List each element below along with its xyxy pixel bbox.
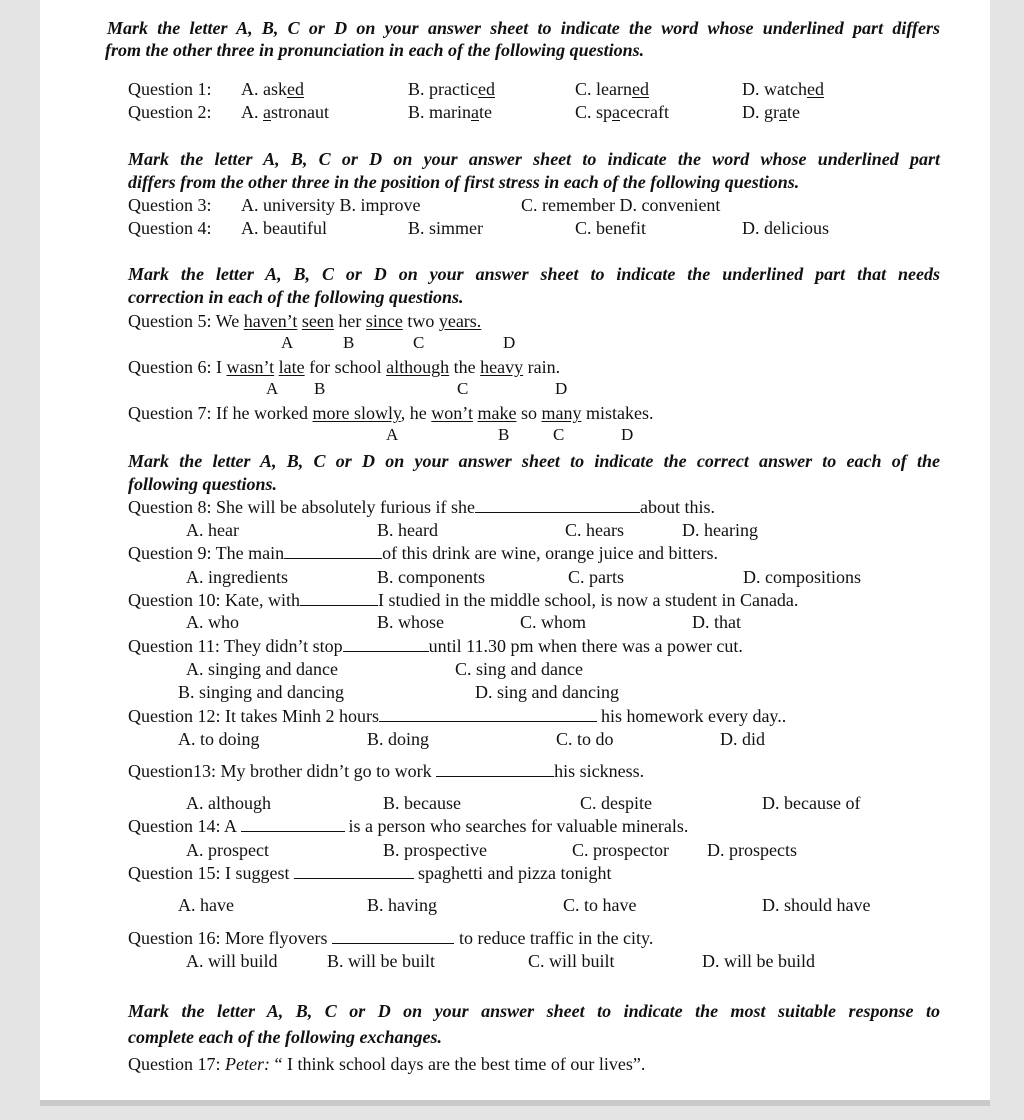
option-d: D. watched (742, 79, 824, 99)
option-a: A. prospect (186, 840, 269, 860)
option-c: C. hears (565, 520, 624, 540)
underline-label-d: D (621, 425, 634, 444)
option-a: A. ingredients (186, 567, 288, 587)
question-11: Question 11: They didn’t stop until 11.30 pm when there was a power cut. (128, 636, 743, 656)
underline-label-c: C (553, 425, 565, 444)
option-d: D. delicious (742, 218, 829, 238)
option-b: B. components (377, 567, 485, 587)
question-9: Question 9: The main of this drink are wine, orange juice and bitters. (128, 543, 719, 563)
option-b: B. whose (377, 612, 444, 632)
option-c: C. spacecraft (575, 102, 669, 122)
section-heading: Mark the letter A, B, C or D on your answer sheet to indicate the correct answer to each of the (128, 451, 940, 471)
option-a: A. asked (241, 79, 304, 99)
question-label: Question 3: (128, 195, 212, 215)
question-16: Question 16: More flyovers to reduce traffic in the city. (128, 928, 654, 948)
speaker-name: Peter: (225, 1054, 270, 1074)
option-c: C. to do (556, 729, 614, 749)
option-c: C. will built (528, 951, 615, 971)
option-a: A. hear (186, 520, 239, 540)
question-12: Question 12: It takes Minh 2 hours his homework every day.. (128, 706, 787, 726)
option-c: C. benefit (575, 218, 646, 238)
underline-label-c: C (457, 379, 469, 398)
option-c: C. learned (575, 79, 649, 99)
question-5: Question 5: We haven’t seen her since two years. (128, 311, 482, 331)
underline-label-c: C (413, 333, 425, 352)
option-d: D. should have (762, 895, 871, 915)
option-c: C. parts (568, 567, 624, 587)
question-15: Question 15: I suggest spaghetti and pizza tonight (128, 863, 612, 883)
option-d: D. sing and dancing (475, 682, 619, 702)
option-b: B. practiced (408, 79, 495, 99)
option-b: B. because (383, 793, 461, 813)
option-c: C. sing and dance (455, 659, 583, 679)
option-b: B. marinate (408, 102, 492, 122)
option-a: A. although (186, 793, 271, 813)
option-c: C. prospector (572, 840, 669, 860)
underline-label-d: D (555, 379, 568, 398)
question-6: Question 6: I wasn’t late for school although the heavy rain. (128, 357, 561, 377)
section-heading: Mark the letter A, B, C or D on your answer sheet to indicate the underlined part that needs (128, 264, 940, 284)
section-heading: correction in each of the following questions. (128, 287, 464, 307)
option-a: A. beautiful (241, 218, 327, 238)
option-d: D. grate (742, 102, 800, 122)
question-label: Question 2: (128, 102, 212, 122)
option-b: B. will be built (327, 951, 435, 971)
option-b: B. having (367, 895, 437, 915)
option-d: D. hearing (682, 520, 758, 540)
section-heading: complete each of the following exchanges. (128, 1027, 442, 1047)
option-b: B. prospective (383, 840, 487, 860)
section-heading: differs from the other three in the position of first stress in each of the following questions. (128, 172, 800, 192)
option-a: A. have (178, 895, 234, 915)
underline-label-d: D (503, 333, 516, 352)
option-c: C. whom (520, 612, 587, 632)
question-17: Question 17: Peter: “ I think school days are the best time of our lives”. (128, 1054, 646, 1074)
question-10: Question 10: Kate, with I studied in the middle school, is now a student in Canada. (128, 590, 799, 610)
option-a: A. singing and dance (186, 659, 338, 679)
section-heading: from the other three in pronunciation in each of the following questions. (105, 40, 645, 60)
underline-label-a: A (266, 379, 279, 398)
option-a: A. will build (186, 951, 278, 971)
option-c: C. despite (580, 793, 652, 813)
underline-label-a: A (386, 425, 399, 444)
underline-label-b: B (314, 379, 326, 398)
question-label: Question 4: (128, 218, 212, 238)
option-d: D. compositions (743, 567, 862, 587)
section-heading: Mark the letter A, B, C or D on your answer sheet to indicate the word whose underlined part differs (107, 18, 940, 38)
option-c: C. to have (563, 895, 637, 915)
question-7: Question 7: If he worked more slowly, he won’t make so many mistakes. (128, 403, 654, 423)
option-d: D. will be build (702, 951, 815, 971)
option-d: D. did (720, 729, 765, 749)
underline-label-b: B (498, 425, 510, 444)
option-b: B. singing and dancing (178, 682, 344, 702)
page-bottom-edge (40, 1100, 990, 1106)
underline-label-a: A (281, 333, 294, 352)
section-heading: Mark the letter A, B, C or D on your answer sheet to indicate the most suitable response to (128, 1001, 940, 1021)
option-b: B. doing (367, 729, 430, 749)
option-d: D. that (692, 612, 741, 632)
question-8: Question 8: She will be absolutely furious if she about this. (128, 497, 715, 517)
option-d: D. because of (762, 793, 861, 813)
section-heading: following questions. (128, 474, 278, 494)
option-a: A. who (186, 612, 239, 632)
option-b: B. simmer (408, 218, 483, 238)
option-b: B. heard (377, 520, 438, 540)
option-a: A. astronaut (241, 102, 329, 122)
option-a: A. to doing (178, 729, 260, 749)
options-ab: A. university B. improve (241, 195, 421, 215)
question-13: Question13: My brother didn’t go to work his sickness. (128, 761, 645, 781)
section-heading: Mark the letter A, B, C or D on your answer sheet to indicate the word whose underlined part (128, 149, 940, 169)
question-label: Question 1: (128, 79, 212, 99)
options-cd: C. remember D. convenient (521, 195, 721, 215)
option-d: D. prospects (707, 840, 797, 860)
question-14: Question 14: A is a person who searches for valuable minerals. (128, 816, 689, 836)
underline-label-b: B (343, 333, 355, 352)
